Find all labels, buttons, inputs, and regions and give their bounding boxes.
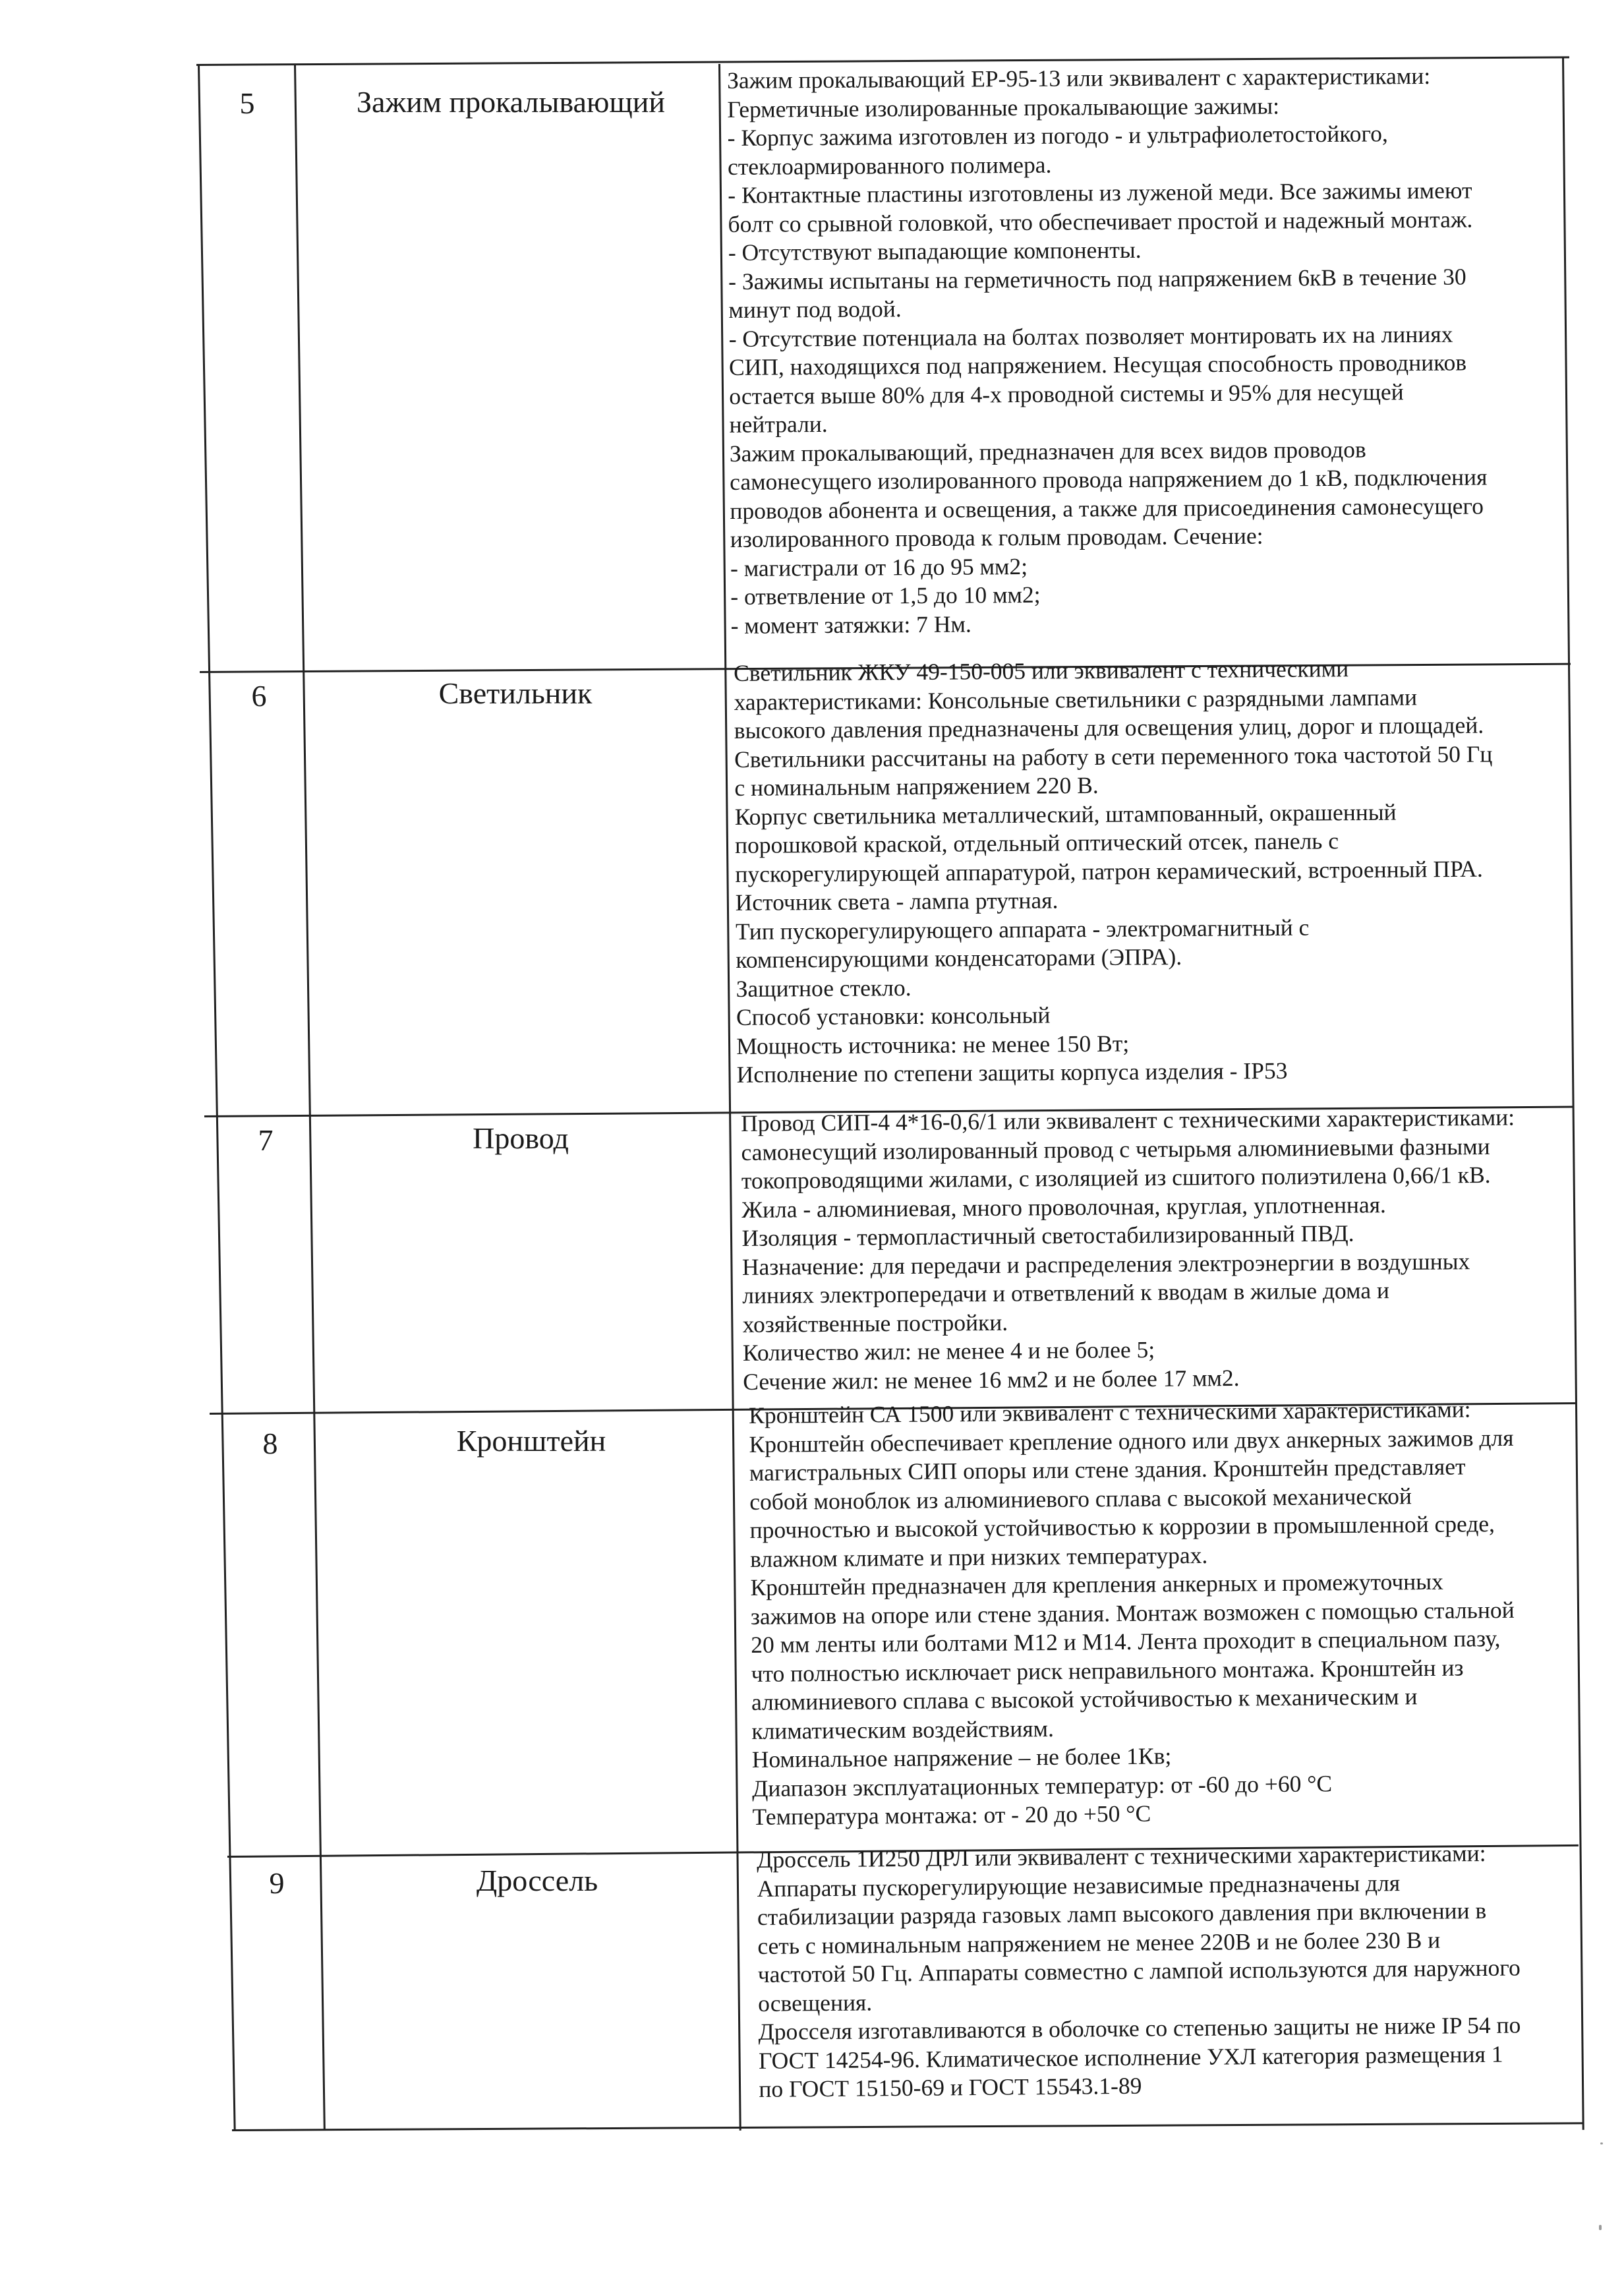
desc-line: характеристиками: Консольные светильники с разрядными лампами <box>734 683 1418 715</box>
desc-line: Сечение жил: не менее 16 мм2 и не более 17 мм2. <box>743 1364 1240 1395</box>
row-number: 7 <box>258 1123 274 1157</box>
desc-line: Защитное стекло. <box>736 974 912 1002</box>
item-name: Кронштейн <box>456 1424 606 1458</box>
desc-line: частотой 50 Гц. Аппараты совместно с лампой используются для наружного <box>757 1954 1521 1988</box>
desc-line: Назначение: для передачи и распределения электроэнергии в воздушных <box>741 1247 1470 1280</box>
desc-line: Провод СИП-4 4*16-0,6/1 или эквивалент с техническими характеристиками: <box>741 1104 1515 1136</box>
desc-line: самонесущего изолированного провода напряжением до 1 кВ, подключения <box>730 463 1488 495</box>
desc-line: влажном климате и при низких температурах. <box>749 1541 1208 1572</box>
desc-line: - Контактные пластины изготовлены из луженой меди. Все зажимы имеют <box>728 177 1472 208</box>
desc-line: сеть с номинальным напряжением не менее 220В и не более 230 В и <box>757 1926 1441 1959</box>
desc-line: - магистрали от 16 до 95 мм2; <box>730 552 1028 581</box>
desc-line: Диапазон эксплуатационных температур: от -60 до +60 °С <box>751 1769 1333 1802</box>
desc-line: Аппараты пускорегулирующие независимые предназначены для <box>757 1869 1401 1902</box>
desc-line: остается выше 80% для 4-х проводной системы и 95% для несущей <box>729 378 1404 409</box>
desc-line: - Отсутствуют выпадающие компоненты. <box>728 236 1142 266</box>
desc-line: прочностью и высокой устойчивостью к коррозии в промышленной среде, <box>749 1510 1495 1543</box>
desc-line: стабилизации разряда газовых ламп высокого давления при включении в <box>757 1897 1487 1930</box>
desc-line: Количество жил: не менее 4 и не более 5; <box>742 1336 1155 1366</box>
desc-line: Тип пускорегулирующего аппарата - электромагнитный с <box>735 914 1310 945</box>
item-name: Провод <box>473 1121 569 1155</box>
desc-line: болт со срывной головкой, что обеспечивает простой и надежный монтаж. <box>728 206 1473 237</box>
desc-line: Изоляция - термопластичный светостабилизированный ПВД. <box>741 1220 1354 1251</box>
desc-line: компенсирующими конденсаторами (ЭПРА). <box>736 943 1182 973</box>
desc-line: Температура монтажа: от - 20 до +50 °С <box>752 1800 1151 1830</box>
scan-artifact <box>1600 2142 1603 2144</box>
desc-line: магистральных СИП опоры или стене здания. Кронштейн представляет <box>749 1453 1466 1486</box>
desc-line: Светильники рассчитаны на работу в сети переменного тока частотой 50 Гц <box>734 740 1493 773</box>
item-description <box>734 653 1541 1089</box>
row-number: 9 <box>269 1866 285 1900</box>
desc-line: изолированного провода к голым проводам. Сечение: <box>730 522 1263 552</box>
item-description <box>727 61 1553 640</box>
column-divider <box>294 64 326 2131</box>
item-description <box>749 1394 1573 1831</box>
desc-line: Дроссель 1И250 ДРЛ или эквивалент с техническими характеристиками: <box>757 1839 1486 1873</box>
desc-line: Источник света - лампа ртутная. <box>735 887 1058 916</box>
scan-artifact <box>1599 2225 1602 2230</box>
desc-line: ГОСТ 14254-96. Климатическое исполнение УХЛ категория размещения 1 <box>758 2040 1503 2074</box>
desc-line: Кронштейн СА 1500 или эквивалент с техническими характеристиками: <box>749 1396 1471 1429</box>
desc-line: Дросселя изготавливаются в оболочке со степенью защиты не ниже IP 54 по <box>758 2011 1521 2045</box>
desc-line: - Корпус зажима изготовлен из погодо - и ультрафиолетостойкого, <box>727 120 1388 151</box>
desc-line: порошковой краской, отдельный оптический отсек, панель с <box>734 827 1339 858</box>
desc-line: Способ установки: консольный <box>736 1001 1051 1030</box>
desc-line: собой моноблок из алюминиевого сплава с высокой механической <box>749 1482 1412 1515</box>
desc-line: Зажим прокалывающий, предназначен для всех видов проводов <box>729 436 1366 467</box>
desc-line: Жила - алюминиевая, много проволочная, круглая, уплотненная. <box>741 1191 1386 1223</box>
desc-line: минут под водой. <box>728 295 902 323</box>
item-name: Дроссель <box>476 1864 598 1897</box>
desc-line: - ответвление от 1,5 до 10 мм2; <box>730 581 1041 610</box>
desc-line: проводов абонента и освещения, а также для присоединения самонесущего <box>730 492 1484 524</box>
row-number: 6 <box>251 679 267 713</box>
desc-line: Светильник ЖКУ 49-150-005 или эквивалент с техническими <box>734 655 1349 686</box>
desc-line: - Отсутствие потенциала на болтах позволяет монтировать их на линиях <box>728 320 1453 352</box>
desc-line: с номинальным напряжением 220 В. <box>734 771 1099 801</box>
desc-line: линиях электропередачи и ответвлений к вводам в жилые дома и <box>742 1277 1390 1309</box>
desc-line: Кронштейн обеспечивает крепление одного или двух анкерных зажимов для <box>749 1424 1514 1458</box>
item-name: Зажим прокалывающий <box>357 85 665 119</box>
desc-line: - Зажимы испытаны на герметичность под напряжением 6кВ в течение 30 <box>728 263 1466 295</box>
row-number: 5 <box>239 86 255 120</box>
desc-line: освещения. <box>757 1988 873 2017</box>
item-description <box>757 1839 1579 2104</box>
desc-line: что полностью исключает риск неправильного монтажа. Кронштейн из <box>751 1654 1464 1687</box>
desc-line: Номинальное напряжение – не более 1Кв; <box>751 1742 1172 1773</box>
desc-line: Исполнение по степени защиты корпуса изделия - IP53 <box>736 1057 1288 1088</box>
desc-line: алюминиевого сплава с высокой устойчивостью к механическим и <box>751 1683 1418 1715</box>
desc-line: Корпус светильника металлический, штампованный, окрашенный <box>734 798 1397 830</box>
table-border-bottom <box>232 2122 1583 2131</box>
desc-line: пускорегулирующей аппаратурой, патрон керамический, встроенный ПРА. <box>735 855 1483 887</box>
desc-line: токопроводящими жилами, с изоляцией из сшитого полиэтилена 0,66/1 кВ. <box>741 1161 1491 1194</box>
desc-line: 20 мм ленты или болтами М12 и М14. Лента проходит в специальном пазу, <box>751 1625 1501 1658</box>
desc-line: высокого давления предназначены для освещения улиц, дорог и площадей. <box>734 711 1484 744</box>
row-number: 8 <box>262 1427 278 1460</box>
desc-line: зажимов на опоре или стене здания. Монтаж возможен с помощью стальной <box>750 1596 1515 1630</box>
table-border-left <box>198 65 236 2131</box>
desc-line: климатическим воздействиям. <box>751 1715 1055 1744</box>
desc-line: хозяйственные постройки. <box>742 1309 1008 1338</box>
desc-line: - момент затяжки: 7 Нм. <box>730 610 972 639</box>
desc-line: Зажим прокалывающий ЕР-95-13 или эквивалент с характеристиками: <box>727 62 1431 94</box>
desc-line: Мощность источника: не менее 150 Вт; <box>736 1030 1130 1059</box>
desc-line: самонесущий изолированный провод с четырьмя алюминиевыми фазными <box>741 1133 1490 1166</box>
desc-line: СИП, находящихся под напряжением. Несущая способность проводников <box>728 349 1467 380</box>
desc-line: нейтрали. <box>729 410 828 438</box>
desc-line: Герметичные изолированные прокалывающие зажимы: <box>727 92 1280 123</box>
desc-line: стеклоармированного полимера. <box>727 151 1052 180</box>
item-name: Светильник <box>438 676 593 710</box>
desc-line: по ГОСТ 15150-69 и ГОСТ 15543.1-89 <box>759 2072 1142 2102</box>
desc-line: Кронштейн предназначен для крепления анкерных и промежуточных <box>750 1568 1443 1601</box>
item-description <box>741 1103 1567 1396</box>
